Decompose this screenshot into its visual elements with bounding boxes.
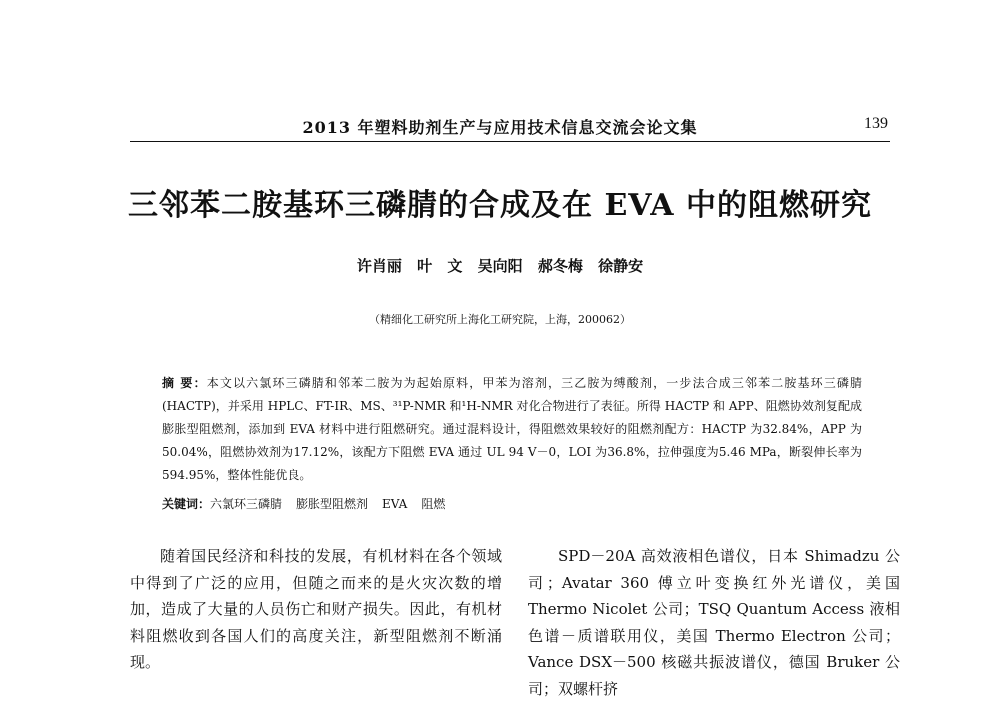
author: 叶 文 [417, 257, 463, 275]
keywords [162, 493, 862, 516]
keywords-label: 关键词： [162, 497, 211, 511]
author-list [0, 255, 1000, 276]
abstract-text: 本文以六氯环三磷腈和邻苯二胺为为起始原料，甲苯为溶剂，三乙胺为缚酸剂，一步法合成三邻苯二胺基环三磷腈(HACTP)，并采用 HPLC、FT-IR、MS、³¹P-NMR 和¹H-NMR 对化合物进行了表征。所得 HACTP 和 APP、阻燃协效剂复配成膨胀型阻燃剂，添加到 EVA 材料中进行阻燃研究。通过混料设计，得阻燃效果较好的阻燃剂配方：HACTP 为32.84%，APP 为50.04%，阻燃协效剂为17.12%，该配方下阻燃 EVA 通过 UL 94 V－0，LOI 为36.8%，拉伸强度为5.46 MPa，断裂伸长率为594.95%，整体性能优良。 [162, 376, 862, 482]
abstract [162, 372, 862, 487]
keyword: 膨胀型阻燃剂 [296, 497, 369, 511]
running-title: 2013 年塑料助剂生产与应用技术信息交流会论文集 [302, 118, 698, 137]
author: 许肖丽 [356, 257, 402, 275]
body-right-column: SPD－20A 高效液相色谱仪，日本 Shimadzu 公司；Avatar 360 傅立叶变换红外光谱仪，美国 Thermo Nicolet 公司；TSQ Quantum Access 液相色谱－质谱联用仪，美国 Thermo Electron 公司；Vance DSX－500 核磁共振波谱仪，德国 Bruker 公司；双螺杆挤 [528, 547, 900, 698]
paper-title: 三邻苯二胺基环三磷腈的合成及在 EVA 中的阻燃研究 [128, 188, 872, 223]
keyword: 六氯环三磷腈 [210, 497, 283, 511]
page-number: 139 [864, 115, 888, 132]
running-header [0, 115, 1000, 141]
author: 郝冬梅 [537, 257, 583, 275]
keyword: EVA [382, 497, 408, 511]
abstract-label: 摘 要： [162, 376, 207, 390]
keyword: 阻燃 [421, 497, 446, 511]
header-rule [130, 141, 890, 142]
author: 吴向阳 [477, 257, 523, 275]
affiliation: （精细化工研究所上海化工研究院，上海，200062） [369, 313, 631, 326]
author: 徐静安 [598, 257, 644, 275]
body-left-column: 随着国民经济和科技的发展，有机材料在各个领域中得到了广泛的应用，但随之而来的是火灾次数的增加，造成了大量的人员伤亡和财产损失。因此，有机材料阻燃收到各国人们的高度关注，新型阻燃剂不断涌现。 [130, 547, 502, 671]
